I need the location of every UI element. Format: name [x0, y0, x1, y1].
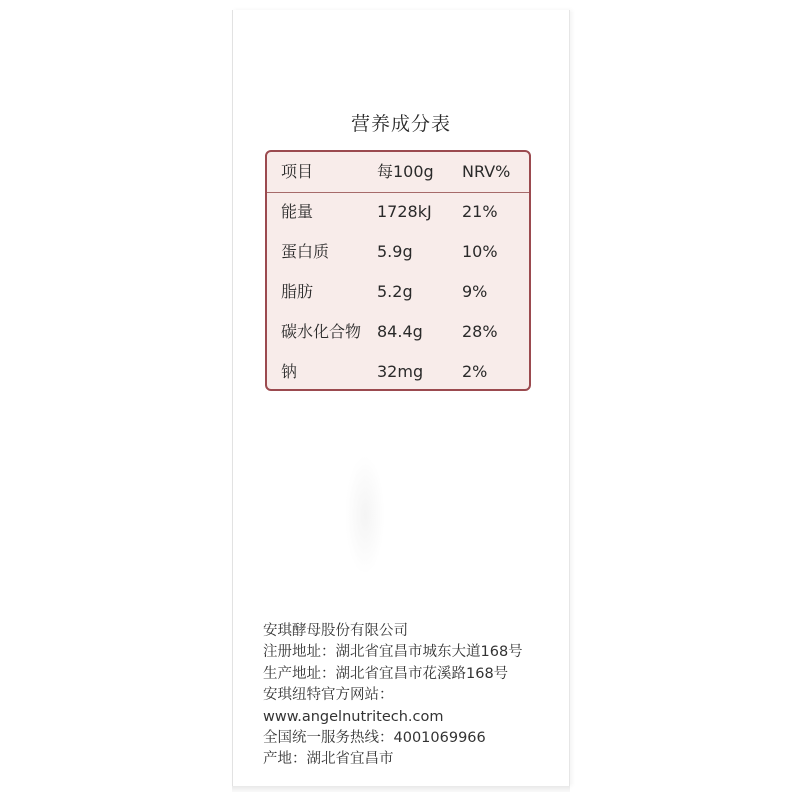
- row-nrv: 21%: [462, 202, 498, 221]
- row-amount: 32mg: [377, 362, 424, 381]
- header-item: 项目: [281, 162, 314, 181]
- header-nrv: NRV%: [462, 162, 511, 181]
- nutrition-table-title: 营养成分表: [350, 113, 451, 135]
- table-row: [267, 312, 529, 352]
- place-of-origin: 产地：湖北省宜昌市: [263, 751, 394, 768]
- row-item: 脂肪: [281, 282, 314, 301]
- table-row: [267, 232, 529, 272]
- website-url: www.angelnutritech.com: [263, 708, 444, 725]
- row-item: 蛋白质: [281, 242, 330, 261]
- row-amount: 1728kJ: [377, 202, 432, 221]
- row-nrv: 9%: [462, 282, 488, 301]
- header-divider: [267, 152, 529, 193]
- row-item: 钠: [281, 362, 298, 381]
- company-info: [263, 621, 563, 771]
- row-item: 能量: [281, 202, 314, 221]
- company-name: 安琪酵母股份有限公司: [263, 623, 408, 639]
- table-row: [267, 192, 529, 232]
- background-shading: [345, 455, 385, 575]
- package-box-edge: [232, 786, 570, 792]
- row-amount: 5.2g: [377, 282, 413, 301]
- website-label: 安琪纽特官方网站：: [263, 687, 394, 704]
- row-amount: 84.4g: [377, 322, 423, 341]
- row-nrv: 2%: [462, 362, 488, 381]
- nutrition-facts-table: [265, 150, 531, 391]
- table-row: [267, 352, 529, 391]
- row-item: 碳水化合物: [281, 322, 362, 341]
- row-nrv: 28%: [462, 322, 498, 341]
- row-amount: 5.9g: [377, 242, 413, 261]
- table-row: [267, 272, 529, 312]
- registered-address: 注册地址：湖北省宜昌市城东大道168号: [263, 644, 523, 661]
- production-address: 生产地址：湖北省宜昌市花溪路168号: [263, 665, 509, 682]
- service-hotline: 全国统一服务热线：4001069966: [263, 730, 486, 747]
- row-nrv: 10%: [462, 242, 498, 261]
- header-per-100g: 每100g: [377, 162, 434, 181]
